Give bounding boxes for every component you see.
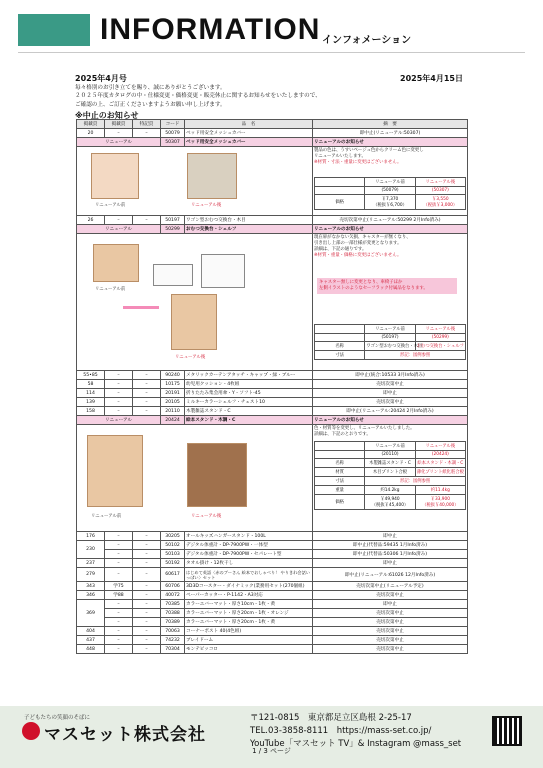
renewal-badge: リニューアル [77,138,161,147]
highlight-box: キャスター無しに変更となり、車椅子ほか 左側イラストのようなセーフラック付属品をなります。 [317,278,457,294]
issue-label: 2025年4月号 [75,74,127,83]
table-row: 158 – – 20110 木製雑誌スタンド・C 即中止(リニューアル:20424 2月Info済み) [77,407,468,416]
table-row: – – 50103 デジタル体重計・DP-7900PW・セパレート型 即中止(代替品:50306 1月Info済み) [77,550,468,559]
page-number: 1 / 3 ページ [252,747,291,755]
footer-sns[interactable]: YouTube「マスセット TV」& Instagram @mass_set [250,739,462,749]
qr-code-icon[interactable] [492,716,522,746]
company-logo: マスセット株式会社 [44,725,206,745]
diagram-image [153,264,193,286]
arrow-icon [123,306,159,309]
page-subtitle: インフォメーション [322,35,412,46]
page-title: INFORMATION [100,13,321,46]
comparison-table: リニューアル前 リニューアル後 (50197) (50299) 名称 ワゴン型おむつ交換台・木目 おむつ交換台・シェルフ 寸法 形記：図例参照 [314,324,466,360]
header-accent-bar [18,14,90,46]
product-image-before [93,244,139,282]
table-row: 346 学88 – 40072 ペーパーカッター・P-1142・A3対応 売切次第中止 [77,591,468,600]
footer-catchphrase: 子どもたちの笑顔のそばに [24,715,91,721]
table-row: 139 – – 20105 ミルキーカラーシェルフ・チェスト10 売切次第中止 [77,398,468,407]
renewal-row: リニューアル 50307 ベッド用安全メッシュカバー リニューアルのお知らせ [77,138,468,147]
product-image-after [187,443,247,507]
notice-table [76,119,468,654]
table-row: 237 – – 50192 タオル掛け・12枚干し 即中止 [77,559,468,568]
table-row: 26 – – 50197 ワゴン型おむつ交換台・木目 売切次第中止(リニューアル:50299 2月Info済み) [77,216,468,225]
product-image-before [91,153,139,199]
header [0,0,543,62]
renewal-detail: リニューアル前 リニューアル後 製品の色は、うすいベージュ色からクリーム色に変更し リニューアルいたします。 ※材質・寸法・重量に変更はございません。 リニューアル前 リニューアル後 (50079) (50307) 価格 ￥7,370 （税抜￥6,700） ￥3,550 （税抜￥3,000） [77,147,468,216]
table-row: 369 – – 70385 カラーエバーマット・厚さ10cm・1枚・黄 即中止 [77,600,468,609]
product-image-after [171,294,217,350]
product-image-before [87,435,143,507]
table-row: – – 70388 カラーエバーマット・厚さ20cm・1枚・オレンジ 売切次第中止 [77,609,468,618]
col-header: 品 名 [185,120,313,129]
intro-line: ２０２５年度カタログの中・仕様変更・価格変更・販売休止に関するお知らせをいたしますので、 [75,93,321,100]
table-row: 176 – – 30205 オールキッズハンガースタンド・100L 即中止 [77,532,468,541]
comparison-table: リニューアル前 リニューアル後 (20110) (20424) 名称 木製雑誌スタンド・C 絵本スタンド・木調・C 材質 木目プリント合板 薄化プリント紙化粧合板 寸法 形記：図例参照 重量 約14.2kg 約11.4kg 価格 ￥49,940 （税抜￥45,400） ￥33,900 （税抜￥40,000） [314,441,466,510]
col-header: 掲載頁 [77,120,105,129]
table-row: 55•85 – – 90240 メタリックカーテンアタッチ・キャップ・緑・ブルー 即中止(統合:10533 3月Info済み) [77,371,468,380]
table-row: 20 – – 50079 ベッド用安全メッシュカバー 即中止(リニューアル:50307) [77,129,468,138]
footer-address: 〒121-0815 東京都足立区島根 2-25-17 [250,713,412,723]
section-title: ※中止のお知らせ [75,111,139,120]
diagram-image [201,254,245,288]
renewal-row: リニューアル 50299 おむつ交換台・シェルフ リニューアルのお知らせ [77,225,468,234]
table-row: – – 70389 カラーエバーマット・厚さ20cm・1枚・黄 売切次第中止 [77,618,468,627]
table-row: 230 – – 50102 デジタル体重計・DP-7900PW・一体型 即中止(代替品:59435 1月Info済み) [77,541,468,550]
table-header [77,120,468,129]
table-row: 58 – – 10175 幼児用クッション・4枚組 売切次第中止 [77,380,468,389]
col-header: コード [161,120,185,129]
table-row: 437 – – 74232 ブレイドーム 売切次第中止 [77,636,468,645]
product-image-after [187,153,237,199]
renewal-detail: リニューアル前 リニューアル後 色・材質等を変更し、リニューアルいたしました。 詳細は、下記のとおりです。 リニューアル前 リニューアル後 (20110) (20424) 名称 木製雑誌スタンド・C 絵本スタンド・木調・C 材質 木目プリント合板 薄化プリント紙化粧合板 寸法 形記：図例参照 重量 約14.2kg 約11.4kg 価格 ￥49,940 （税抜￥45,400） ￥33,900 （税抜￥40,000） [77,425,468,532]
table-row: 343 学75 – 60706 3D3Dコースター・ダイナミック(業務用セット(270個組) 売切次第中止(リニューアル予定) [77,582,468,591]
intro-line: ご確認の上、ご訂正くださいますようお願い申し上げます。 [75,101,226,108]
col-header: 掲載頁 [105,120,133,129]
col-header: 摘 要 [313,120,468,129]
table-row: 279 – – 60617 はじめて英語〈赤のブーさん 絵本でおしゃべり！ やりきれ会話いっぱい〉セット 即中止(リニューアル:61026 12月Info済み) [77,568,468,582]
header-divider [18,52,525,53]
table-row: 448 – – 70304 モンテピッコロ 売切次第中止 [77,645,468,654]
company-logo-icon [22,722,40,740]
footer-tel[interactable]: TEL.03-3858-8111 https://mass-set.co.jp/ [250,726,432,736]
renewal-detail: リニューアル前 リニューアル後 現在扉がなかない欠損、キャスターが無くなり、 引き出し上部の一部仕様が変更となります。 詳細は、下記の通りです。 ※材質・重量・価格に変更はございません。 キャスター無しに変更となり、車椅子ほか 左側イラストのようなセーフラック付属品をなります。 リニューアル前 リニューアル後 (50197) (50299) 名称 ワゴン型おむつ交換台・木目 おむつ交換台・シェルフ 寸法 形記：図例参照 [77,234,468,371]
intro-text [75,84,455,109]
renewal-row: リニューアル 20424 絵本スタンド・木調・C リニューアルのお知らせ [77,416,468,425]
comparison-table: リニューアル前 リニューアル後 (50079) (50307) 価格 ￥7,370 （税抜￥6,700） ￥3,550 （税抜￥3,000） [314,177,466,210]
table-row: 404 – – 70063 コーナーポスト 40(4色組) 売切次第中止 [77,627,468,636]
table-row: 114 – – 20191 折りたたみ集会用傘・Y・ソフト-45 即中止 [77,389,468,398]
col-header: 特記頁 [133,120,161,129]
intro-line: 毎々格別のお引き立てを賜り、誠にありがとうございます。 [75,85,226,91]
issue-date: 2025年4月15日 [400,74,463,83]
footer-contact [250,712,461,751]
